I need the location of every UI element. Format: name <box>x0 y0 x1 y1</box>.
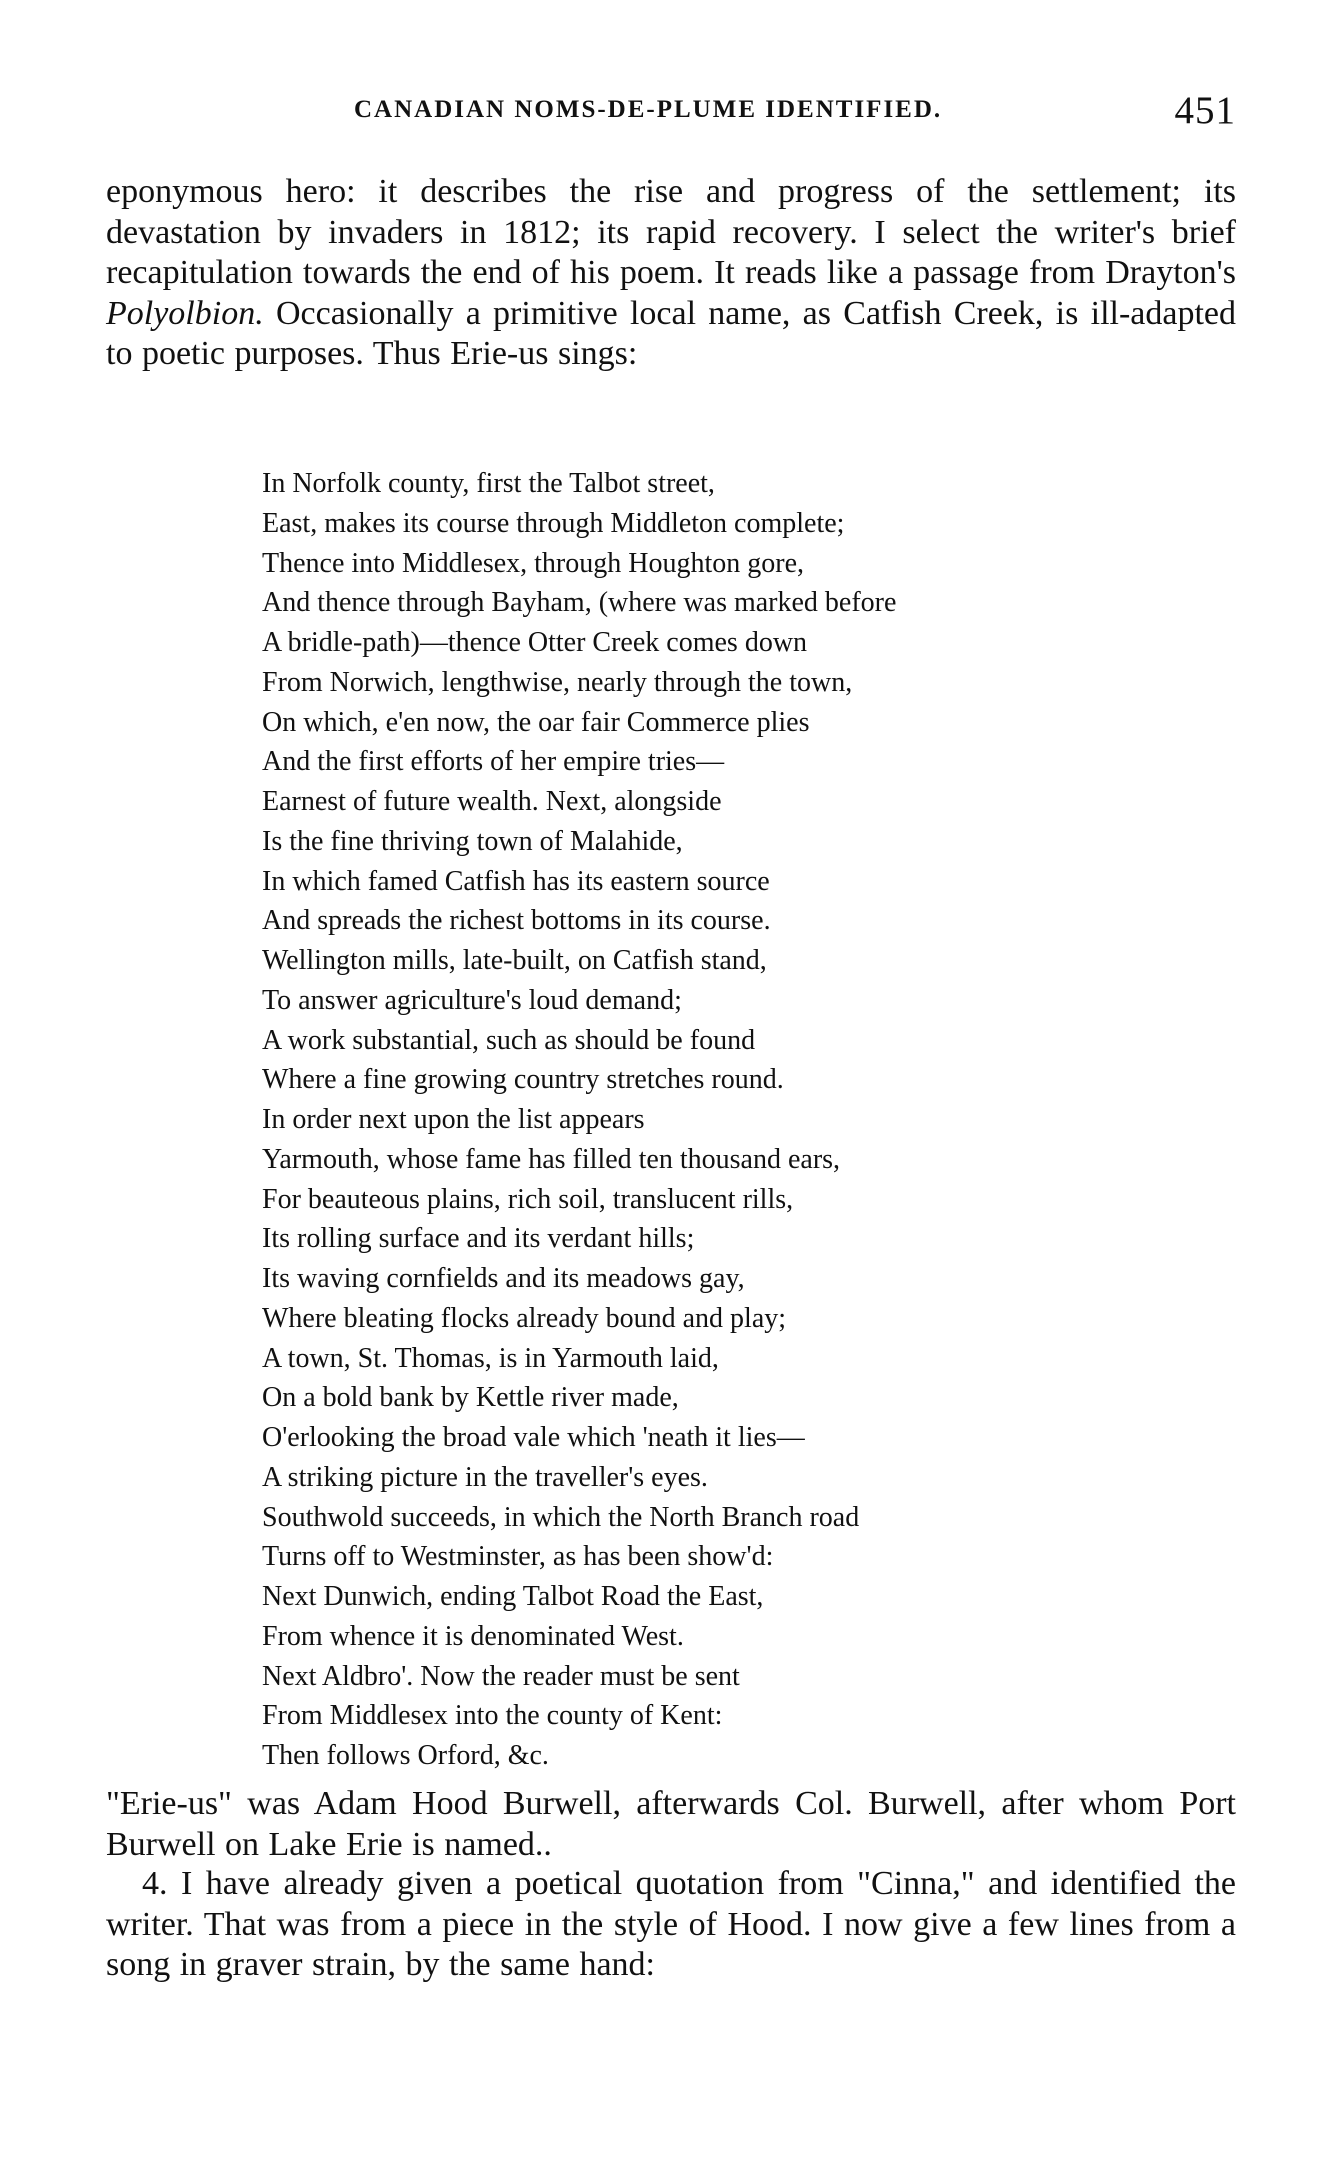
poem-line: Where a fine growing country stretches round. <box>262 1064 784 1096</box>
poem-line: On which, e'en now, the oar fair Commerce plies <box>262 706 810 738</box>
poem-line: From whence it is denominated West. <box>262 1620 684 1652</box>
poem-line: Its rolling surface and its verdant hills; <box>262 1223 695 1255</box>
page-number: 451 <box>1174 89 1236 132</box>
intro-text <box>106 172 1236 375</box>
poem-line: Next Aldbro'. Now the reader must be sent <box>262 1660 740 1692</box>
poem-line: A striking picture in the traveller's eyes. <box>262 1461 708 1493</box>
section-four-paragraph <box>106 1864 1236 1986</box>
poem-line: Where bleating flocks already bound and play; <box>262 1302 787 1334</box>
poem-line: A work substantial, such as should be found <box>262 1024 756 1056</box>
poem-line: Next Dunwich, ending Talbot Road the East, <box>262 1581 764 1612</box>
poem-line: On a bold bank by Kettle river made, <box>262 1382 679 1414</box>
poem-line: Turns off to Westminster, as has been show'd: <box>262 1541 774 1573</box>
poem-line: From Middlesex into the county of Kent: <box>262 1700 723 1732</box>
poem-line: To answer agriculture's loud demand; <box>262 984 682 1016</box>
intro-text-after-italic: Occasionally a primitive local name, as Catfish Creek, is ill-adapted to poetic purposes. Thus Erie-us sings: <box>106 294 1236 372</box>
poem-line: In Norfolk county, first the Talbot street, <box>262 468 715 499</box>
after-poem-paragraph <box>106 1784 1236 1865</box>
section-four-text: 4. I have already given a poetical quotation from "Cinna," and identified the writer. That was from a piece in the style of Hood. I now give a few lines from a song in graver strain, by the same hand: <box>106 1865 1236 1983</box>
poem-line: Southwold succeeds, in which the North Branch road <box>262 1501 860 1533</box>
poem-line: From Norwich, lengthwise, nearly through the town, <box>262 666 853 698</box>
polyolbion-title: Polyolbion. <box>106 294 264 332</box>
poem-block <box>262 464 1212 1776</box>
poem-line: East, makes its course through Middleton complete; <box>262 507 845 539</box>
poem-line: Earnest of future wealth. Next, alongside <box>262 786 722 817</box>
poem-line: A town, St. Thomas, is in Yarmouth laid, <box>262 1342 719 1374</box>
poem-line: In order next upon the list appears <box>262 1104 645 1135</box>
running-title: CANADIAN NOMS-DE-PLUME IDENTIFIED. <box>354 96 943 123</box>
poem-line: For beauteous plains, rich soil, translucent rills, <box>262 1183 794 1215</box>
poem-line: A bridle-path)—thence Otter Creek comes down <box>262 627 808 658</box>
intro-paragraph <box>106 172 1236 375</box>
poem-line: O'erlooking the broad vale which 'neath it lies— <box>262 1422 805 1453</box>
poem-line: And thence through Bayham, (where was marked before <box>262 587 897 619</box>
poem-line: Thence into Middlesex, through Houghton gore, <box>262 547 805 579</box>
poem-line: Wellington mills, late-built, on Catfish stand, <box>262 945 767 976</box>
poem-line: And spreads the richest bottoms in its course. <box>262 905 771 937</box>
intro-text-before-italic: eponymous hero: it describes the rise and progress of the settlement; its devastation by invaders in 1812; its rapid recovery. I select the writer's brief recapitulation towards the end of his poem. It reads like a passage from Drayton's <box>106 173 1236 291</box>
poem-line: Its waving cornfields and its meadows gay, <box>262 1263 745 1294</box>
running-head <box>106 88 1236 148</box>
poem-line: Then follows Orford, &c. <box>262 1740 549 1771</box>
poem-line: Is the fine thriving town of Malahide, <box>262 825 683 857</box>
poem-line: In which famed Catfish has its eastern source <box>262 865 770 897</box>
poem-line: Yarmouth, whose fame has filled ten thousand ears, <box>262 1143 841 1175</box>
poem-line: And the first efforts of her empire tries— <box>262 746 725 778</box>
after-poem-text: "Erie-us" was Adam Hood Burwell, afterwards Col. Burwell, after whom Port Burwell on Lake Erie is named.. <box>106 1785 1236 1863</box>
